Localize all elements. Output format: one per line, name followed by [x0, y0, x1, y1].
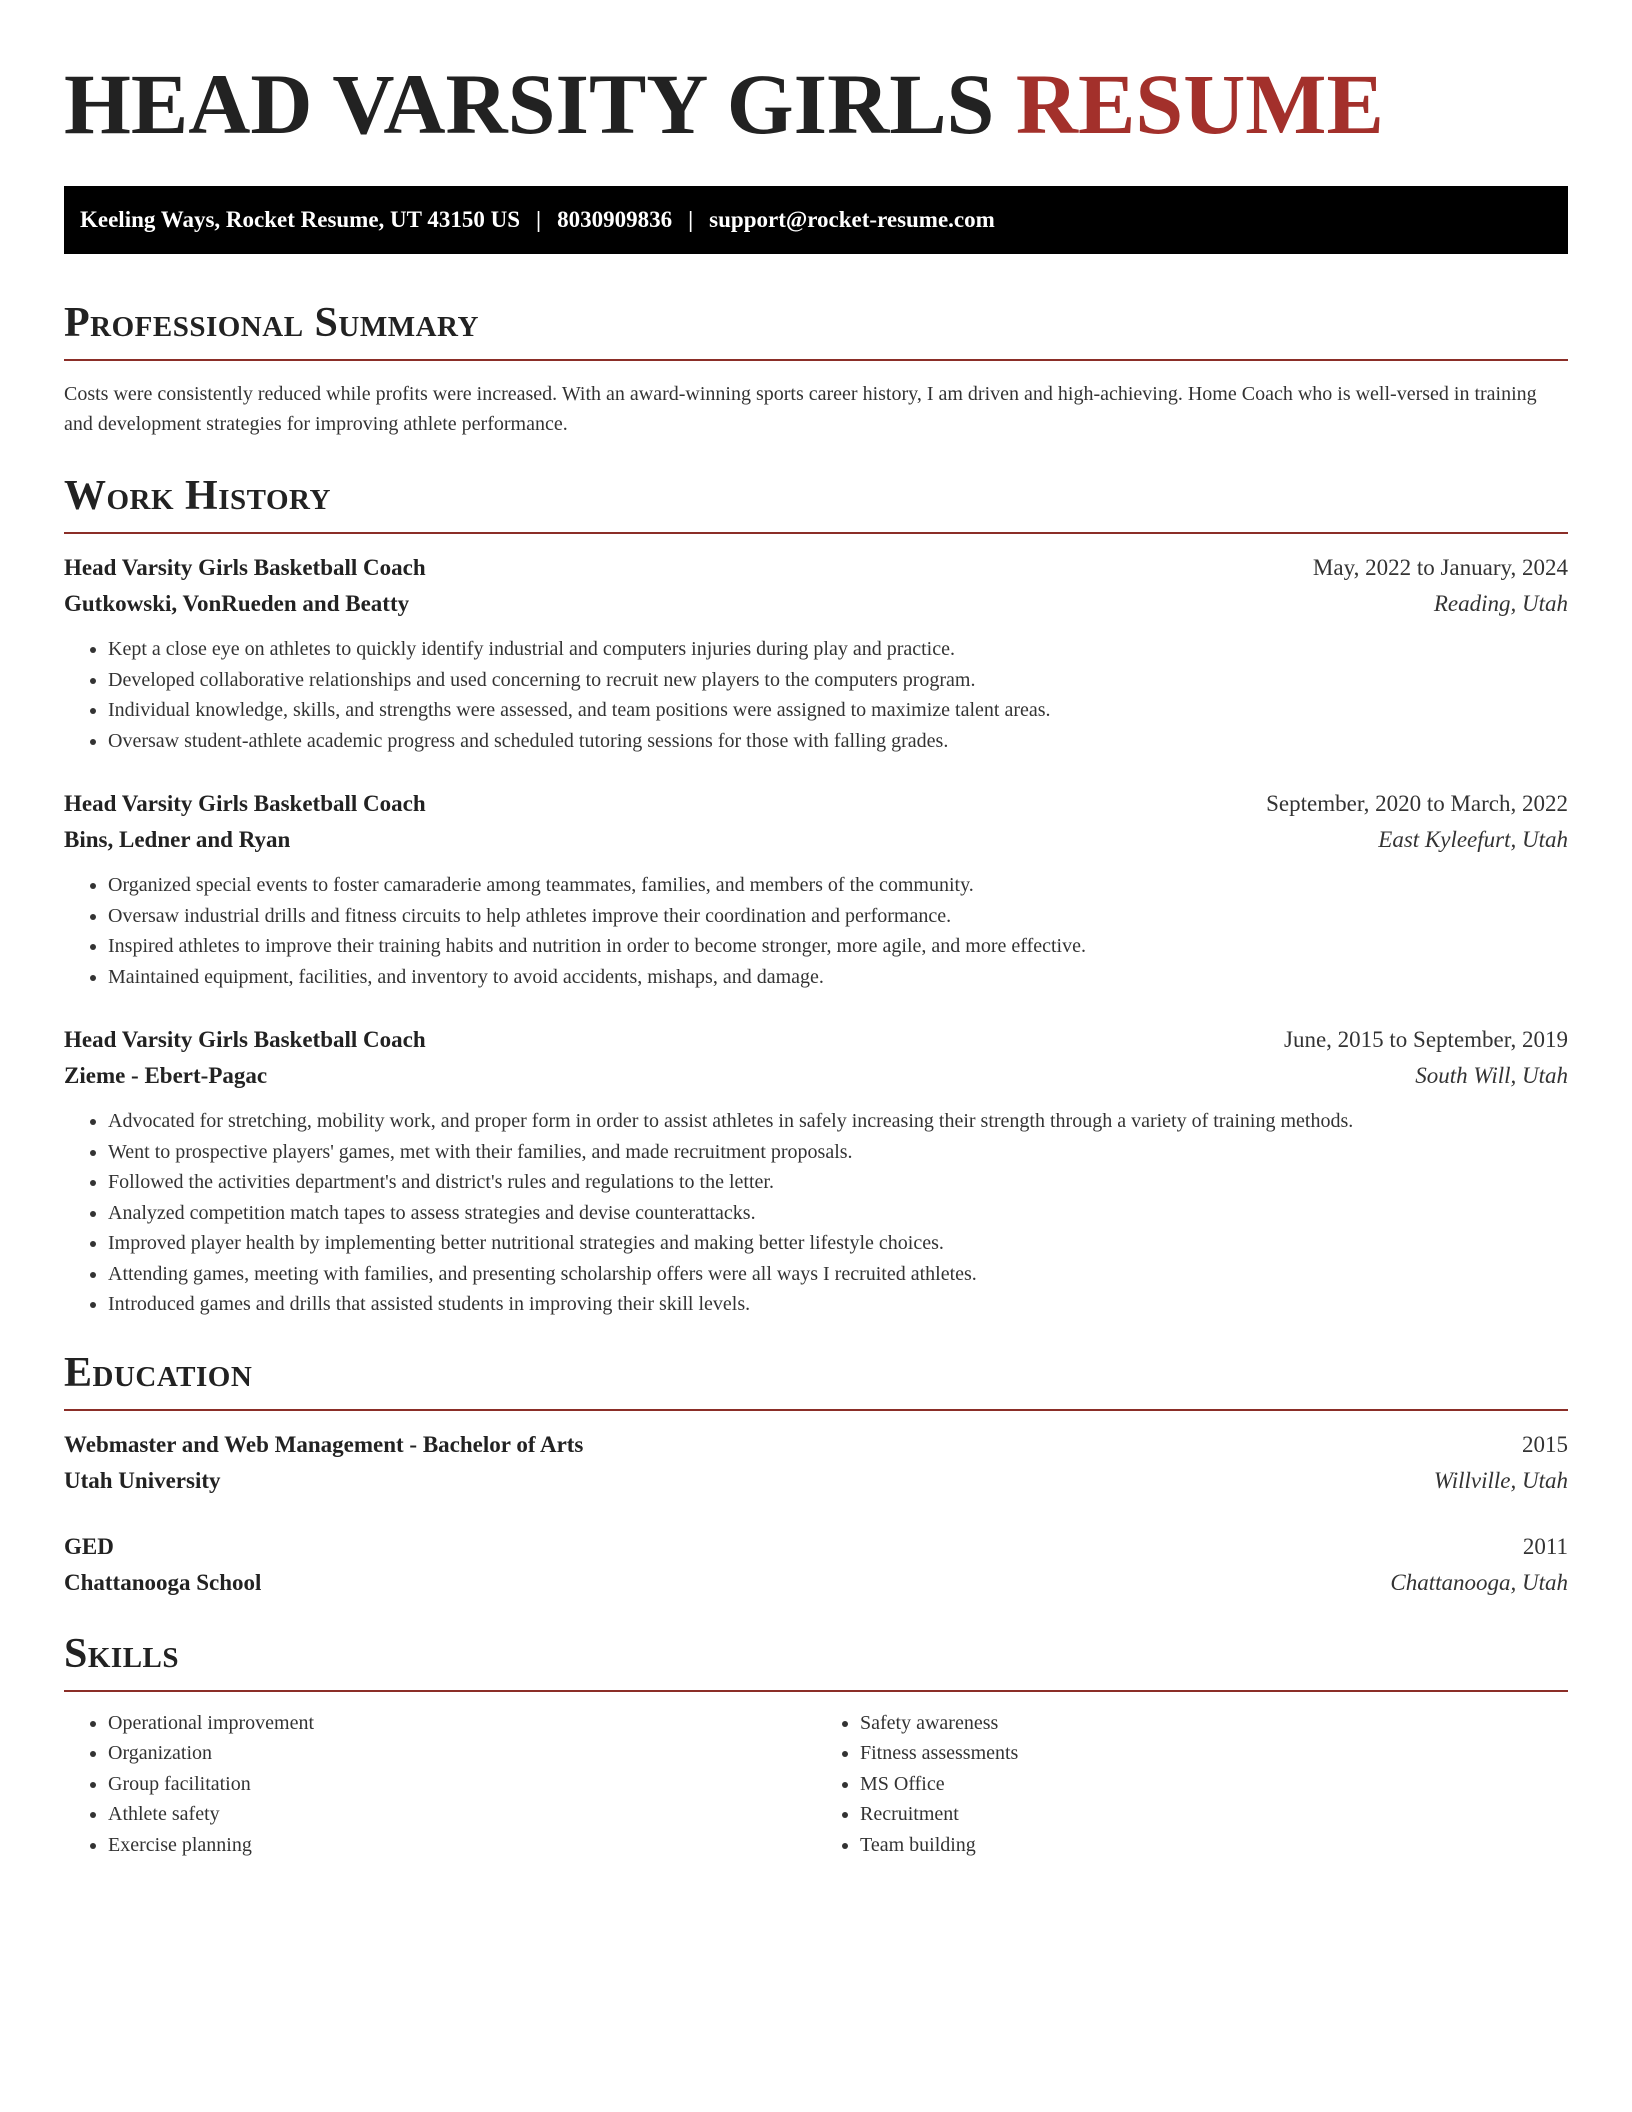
- section-heading-skills: Skills: [64, 1631, 1568, 1692]
- skill-item: • Safety awareness: [860, 1708, 1568, 1739]
- job-bullets: [64, 1106, 1568, 1320]
- section-heading-education: Education: [64, 1350, 1568, 1411]
- contact-separator: |: [536, 207, 542, 232]
- contact-address: Keeling Ways, Rocket Resume, UT 43150 US: [80, 207, 520, 232]
- summary-section: [64, 300, 1568, 439]
- job-company: Bins, Ledner and Ryan: [64, 827, 291, 852]
- skill-item: • Organization: [108, 1738, 816, 1769]
- skill-item: • Operational improvement: [108, 1708, 816, 1739]
- job-company-row: [64, 1058, 1568, 1094]
- resume-title: [64, 56, 1568, 152]
- title-accent: RESUME: [1015, 56, 1384, 152]
- education-entry: [64, 1427, 1568, 1499]
- education-location: Chattanooga, Utah: [1390, 1569, 1568, 1595]
- contact-email: support@rocket-resume.com: [709, 207, 995, 232]
- job-bullet: • Maintained equipment, facilities, and inventory to avoid accidents, mishaps, and damage.: [108, 962, 1568, 993]
- education-school-row: [64, 1463, 1568, 1499]
- job-bullet: • Followed the activities department's and district's rules and regulations to the letter.: [108, 1167, 1568, 1198]
- job-bullet: • Inspired athletes to improve their training habits and nutrition in order to become stronger, more agile, and more effective.: [108, 931, 1568, 962]
- summary-text: Costs were consistently reduced while profits were increased. With an award-winning sports career history, I am driven and high-achieving. Home Coach who is well-versed in training and development strategies for improving athlete performance.: [64, 383, 1537, 435]
- contact-separator: |: [688, 207, 694, 232]
- job-location: Reading, Utah: [1433, 591, 1568, 616]
- job-title: Head Varsity Girls Basketball Coach: [64, 1027, 426, 1052]
- skill-item: • Team building: [860, 1830, 1568, 1861]
- job-bullet: • Improved player health by implementing better nutritional strategies and making better lifestyle choices.: [108, 1228, 1568, 1259]
- job-dates: June, 2015 to September, 2019: [1284, 1027, 1568, 1052]
- job-company-row: [64, 822, 1568, 858]
- job-bullet: • Went to prospective players' games, met with their families, and made recruitment proposals.: [108, 1137, 1568, 1168]
- education-location: Willville, Utah: [1433, 1467, 1568, 1493]
- job-entry: [64, 786, 1568, 992]
- education-header-row: [64, 1427, 1568, 1463]
- job-company-row: [64, 586, 1568, 622]
- title-main: HEAD VARSITY GIRLS: [64, 56, 995, 152]
- contact-bar: [64, 186, 1568, 254]
- job-entry: [64, 1022, 1568, 1320]
- contact-phone: 8030909836: [557, 207, 673, 232]
- section-heading-work-history: Work History: [64, 473, 1568, 534]
- skills-columns: [64, 1708, 1568, 1861]
- job-dates: September, 2020 to March, 2022: [1266, 791, 1568, 816]
- education-year: 2015: [1522, 1431, 1568, 1457]
- job-bullets: [64, 634, 1568, 756]
- education-degree: Webmaster and Web Management - Bachelor of Arts: [64, 1431, 584, 1457]
- job-bullet: • Introduced games and drills that assisted students in improving their skill levels.: [108, 1289, 1568, 1320]
- job-company: Gutkowski, VonRueden and Beatty: [64, 591, 410, 616]
- section-heading-summary: Professional Summary: [64, 300, 1568, 361]
- job-header-row: [64, 1022, 1568, 1058]
- education-school-row: [64, 1565, 1568, 1601]
- education-degree: GED: [64, 1533, 114, 1559]
- skill-item: • Exercise planning: [108, 1830, 816, 1861]
- job-bullet: • Organized special events to foster camaraderie among teammates, families, and members of the community.: [108, 870, 1568, 901]
- job-dates: May, 2022 to January, 2024: [1312, 555, 1568, 580]
- skill-item: • Group facilitation: [108, 1769, 816, 1800]
- education-school: Utah University: [64, 1467, 221, 1493]
- job-bullet: • Attending games, meeting with families, and presenting scholarship offers were all ways I recruited athletes.: [108, 1259, 1568, 1290]
- job-header-row: [64, 550, 1568, 586]
- skills-list-right: [816, 1708, 1568, 1861]
- work-history-section: [64, 473, 1568, 1320]
- job-bullet: • Analyzed competition match tapes to assess strategies and devise counterattacks.: [108, 1198, 1568, 1229]
- job-location: East Kyleefurt, Utah: [1378, 827, 1568, 852]
- education-year: 2011: [1522, 1533, 1568, 1559]
- job-bullet: • Oversaw student-athlete academic progress and scheduled tutoring sessions for those with falling grades.: [108, 726, 1568, 757]
- skills-list-left: [64, 1708, 816, 1861]
- education-school: Chattanooga School: [64, 1569, 262, 1595]
- job-bullet: • Advocated for stretching, mobility work, and proper form in order to assist athletes in safely increasing their strength through a variety of training methods.: [108, 1106, 1568, 1137]
- job-bullet: • Individual knowledge, skills, and strengths were assessed, and team positions were assigned to maximize talent areas.: [108, 695, 1568, 726]
- job-title: Head Varsity Girls Basketball Coach: [64, 791, 426, 816]
- skill-item: • MS Office: [860, 1769, 1568, 1800]
- education-section: [64, 1350, 1568, 1601]
- job-bullet: • Kept a close eye on athletes to quickly identify industrial and computers injuries during play and practice.: [108, 634, 1568, 665]
- job-title: Head Varsity Girls Basketball Coach: [64, 555, 426, 580]
- job-bullets: [64, 870, 1568, 992]
- job-location: South Will, Utah: [1415, 1063, 1568, 1088]
- skills-section: [64, 1631, 1568, 1861]
- skill-item: • Recruitment: [860, 1799, 1568, 1830]
- education-header-row: [64, 1529, 1568, 1565]
- job-entry: [64, 550, 1568, 756]
- job-bullet: • Developed collaborative relationships and used concerning to recruit new players to the computers program.: [108, 665, 1568, 696]
- education-entry: [64, 1529, 1568, 1601]
- skill-item: • Fitness assessments: [860, 1738, 1568, 1769]
- job-header-row: [64, 786, 1568, 822]
- job-bullet: • Oversaw industrial drills and fitness circuits to help athletes improve their coordination and performance.: [108, 901, 1568, 932]
- skill-item: • Athlete safety: [108, 1799, 816, 1830]
- job-company: Zieme - Ebert-Pagac: [64, 1063, 268, 1088]
